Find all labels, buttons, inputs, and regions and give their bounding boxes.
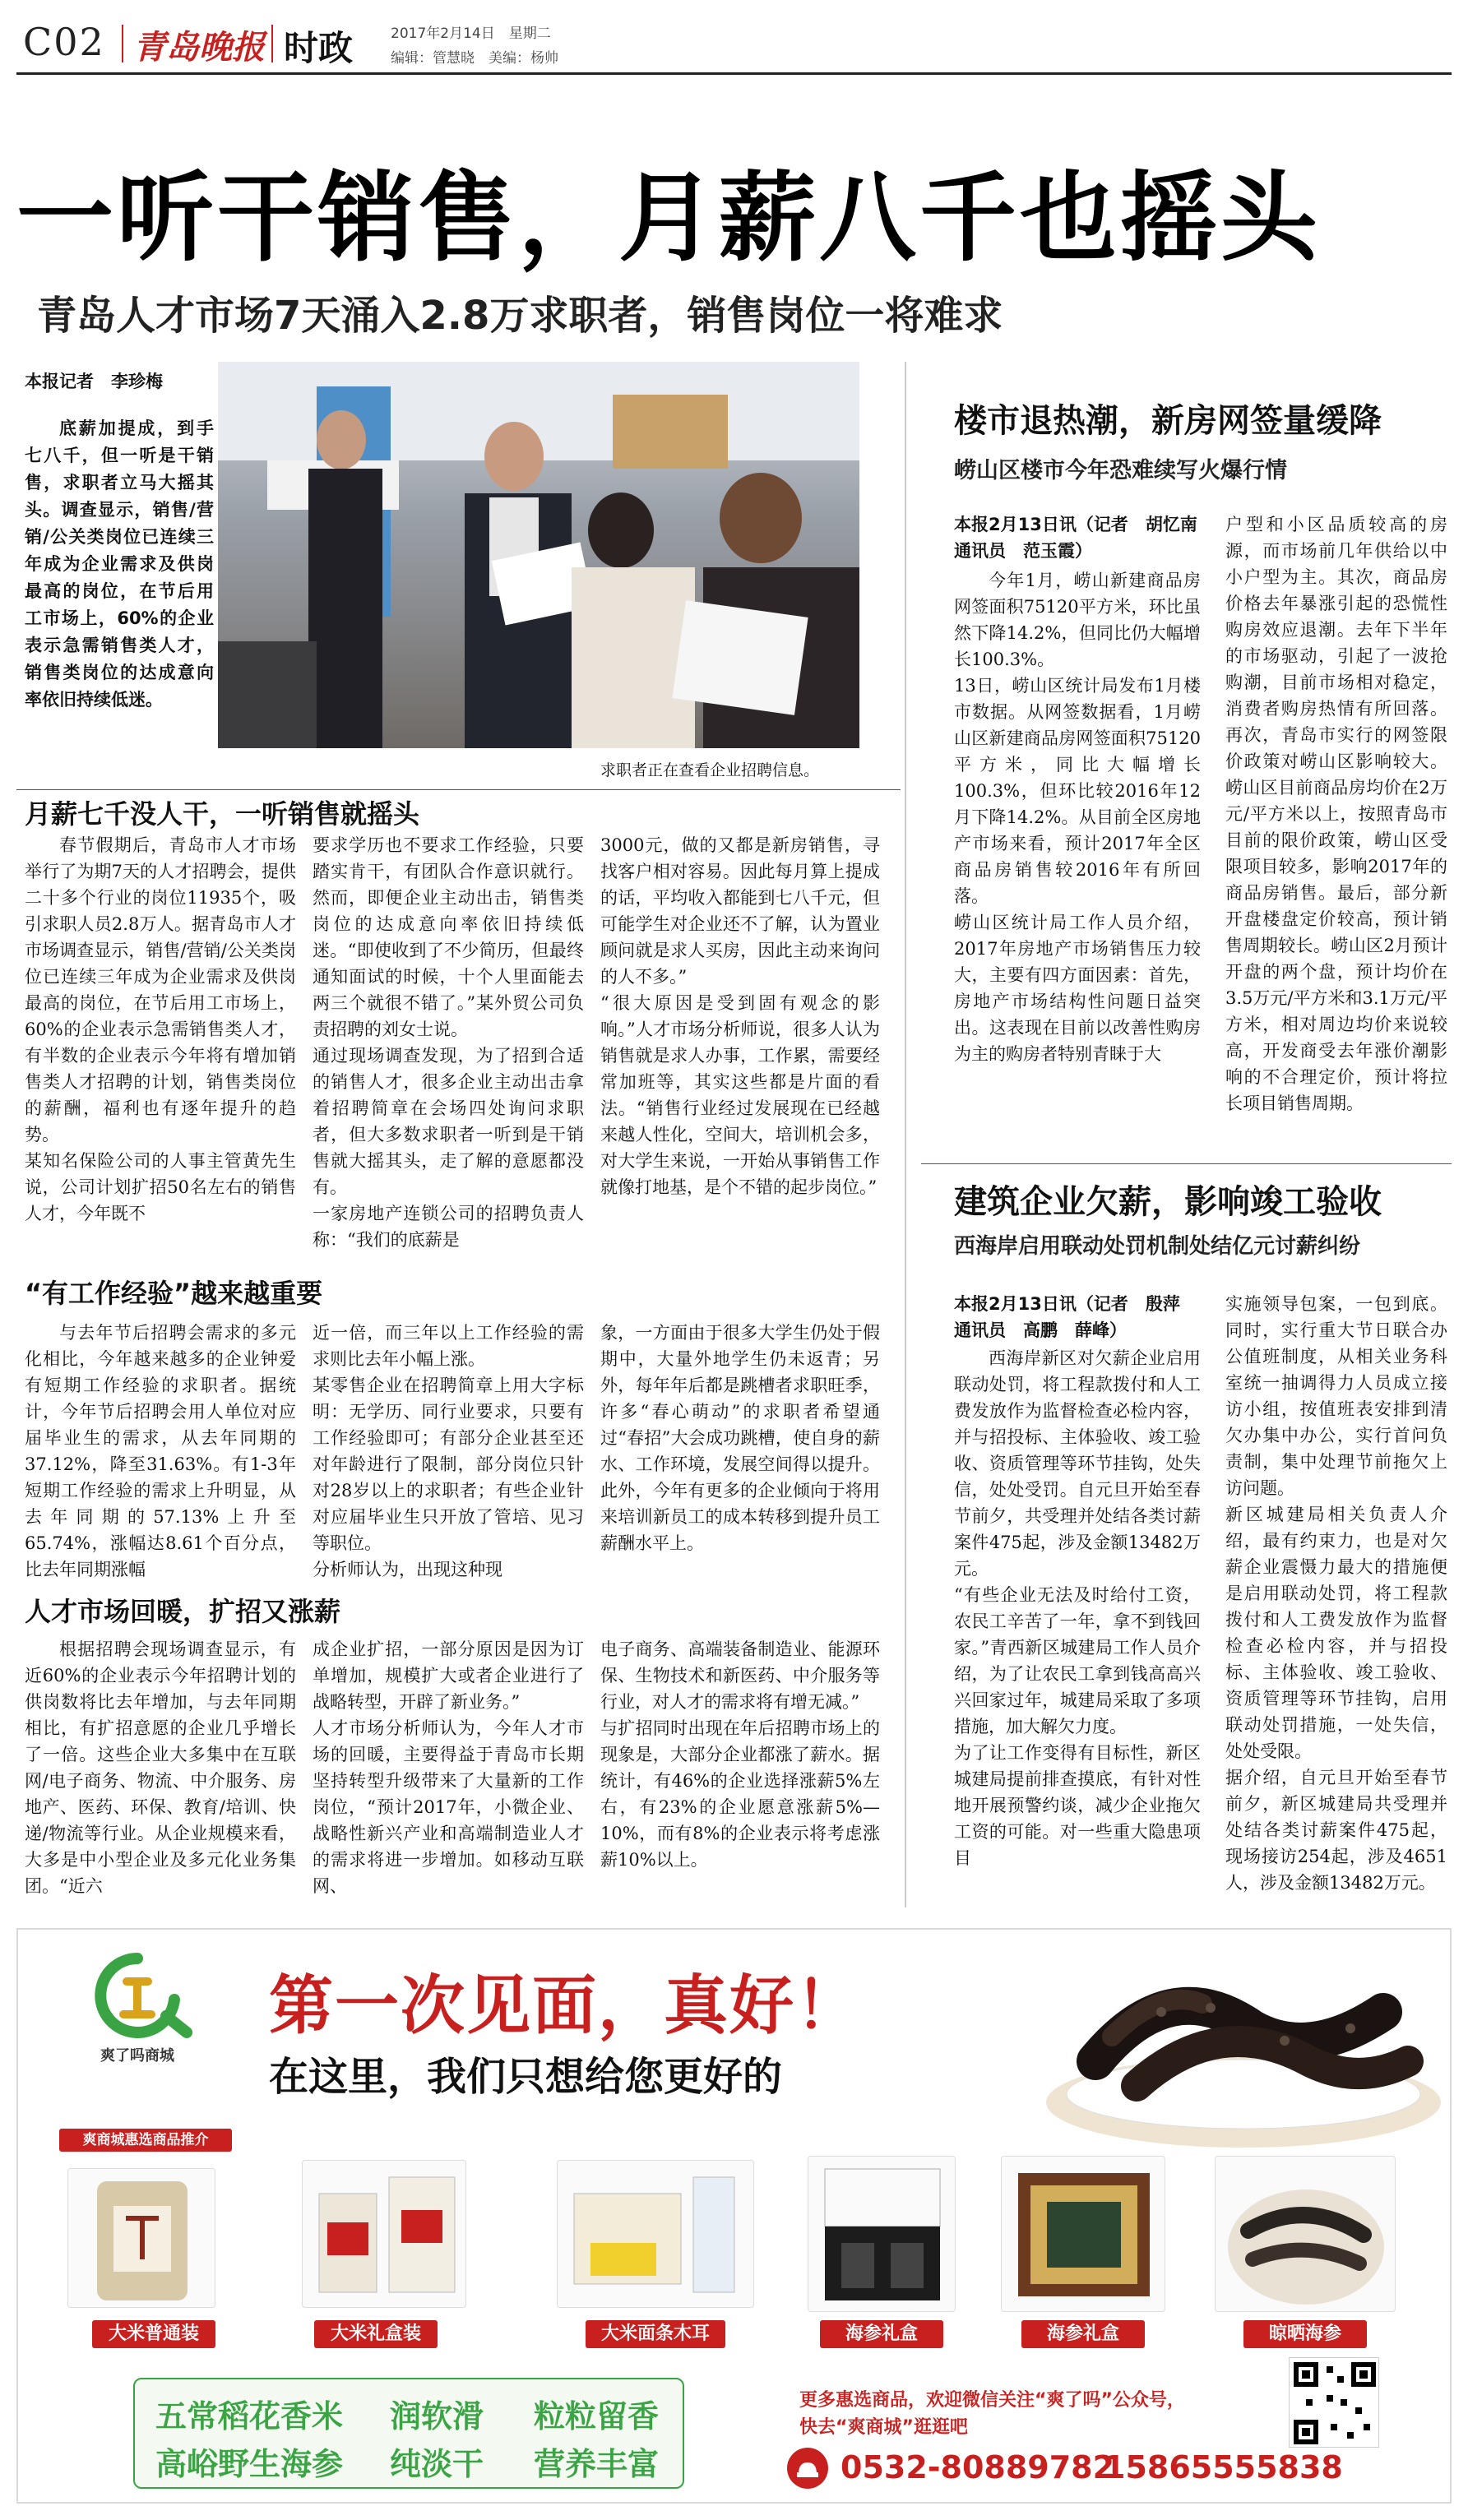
header-rule — [16, 72, 1452, 75]
divider — [271, 25, 273, 62]
ad-slogan: 第一次见面，真好！ — [269, 1969, 862, 2043]
main-subhead: 青岛人才市场7天涌入2.8万求职者，销售岗位一将难求 — [37, 293, 1003, 339]
wechat-text: 快去“爽商城”逛逛吧 — [799, 2417, 968, 2438]
brand-name: 爽了吗商城 — [100, 2047, 174, 2065]
advertisement — [16, 1928, 1452, 2504]
feature-text: 高峪野生海参 — [155, 2446, 344, 2482]
article-column: 象，一方面由于很多大学生仍处于假期中，大量外地学生仍未返青；另外，每年年后都是跳槽者求职旺季，许多“春心萌动”的求职者希望通过“春招”大会成功跳槽，使自身的薪水、工作环境，发展空间得以提升。此外，今年有更多的企业倾向于将用来培训新员工的成本转移到提升员工薪酬水平上。 — [600, 1323, 880, 1553]
section-rule — [16, 789, 901, 790]
ad-subslogan: 在这里，我们只想给您更好的 — [269, 2054, 783, 2100]
product-label: 大米面条木耳 — [586, 2320, 725, 2348]
side2-byline: 本报2月13日讯（记者 殷萍 通讯员 高鹏 薛峰） — [954, 1294, 1197, 1340]
article-column: 近一倍，而三年以上工作经验的需求则比去年小幅上涨。 某零售企业在招聘简章上用大字标明：无学历、同行业要求，只要有工作经验即可；有部分企业甚至还对年龄进行了限制，部分岗位只针对28岁以上的求职者；有些企业针对应届毕业生只开放了管培、见习等职位。 分析师认为，出现这种现 — [313, 1323, 584, 1579]
side1-headline: 楼市退热潮，新房网签量缓降 — [954, 402, 1382, 440]
product-image — [808, 2156, 956, 2312]
side2-subhead: 西海岸启用联动处罚机制处结亿元讨薪纠纷 — [954, 1234, 1361, 1259]
section-title: 人才市场回暖，扩招又涨薪 — [25, 1596, 341, 1627]
phone-icon — [787, 2448, 828, 2489]
product-label: 海参礼盒 — [820, 2320, 943, 2348]
product-label: 大米普通装 — [92, 2320, 215, 2348]
feature-text: 纯淡干 — [390, 2446, 484, 2482]
article-column: 电子商务、高端装备制造业、能源环保、生物技术和新医药、中介服务等行业，对人才的需求将有增无减。” 与扩招同时出现在年后招聘市场上的现象是，大部分企业都涨了薪水。据统计，有46%的企业选择涨薪5%左右，有23%的企业愿意涨薪5%—10%，而有8%的企业表示将考虑涨薪10%以上。 — [600, 1639, 880, 1870]
product-label: 海参礼盒 — [1021, 2320, 1145, 2348]
article-column: 春节假期后，青岛市人才市场举行了为期7天的人才招聘会，提供二十多个行业的岗位11935个，吸引求职人员2.8万人。据青岛市人才市场调查显示，销售/营销/公关类岗位已连续三年成为企业需求及供岗最高的岗位，在节后用工市场上，60%的企业表示急需销售类人才，有半数的企业表示今年将有增加销售类人才招聘的计划，销售类岗位的薪酬，福利也有逐年提升的趋势。 某知名保险公司的人事主管黄先生说，公司计划扩招50名左右的销售人才，今年既不 — [25, 835, 296, 1223]
issue-date: 2017年2月14日 星期二 — [391, 25, 551, 42]
feature-text: 润软滑 — [390, 2398, 484, 2434]
promo-tag: 爽商城惠选商品推介 — [59, 2129, 232, 2152]
section-name: 时政 — [284, 28, 354, 68]
product-label: 晾晒海参 — [1243, 2320, 1367, 2348]
feature-text: 营养丰富 — [534, 2446, 660, 2482]
article-column: 户型和小区品质较高的房源，而市场前几年供给以中小户型为主。其次，商品房价格去年暴涨引起的恐慌性购房效应退潮。去年下半年的市场驱动，引起了一波抢购潮，目前市场相对稳定，消费者购房热情有所回落。再次，青岛市实行的网签限价政策对崂山区影响较大。崂山区目前商品房均价在2万元/平方米以上，按照青岛市目前的限价政策，崂山区受限项目较多，影响2017年的商品房销售。最后，部分新开盘楼盘定价较高，预计销售周期较长。崂山区2月预计开盘的两个盘，预计均价在3.5万元/平方米和3.1万元/平方米，相对周边均价来说较高，开发商受去年涨价潮影响的不合理定价，预计将拉长项目销售周期。 — [1225, 515, 1447, 1113]
article-column: 与去年节后招聘会需求的多元化相比，今年越来越多的企业钟爱有短期工作经验的求职者。据统计，今年节后招聘会用人单位对应届毕业生的需求，从去年同期的37.12%，降至31.63%。有1-3年短期工作经验的需求上升明显，从去年同期的57.13%上升至65.74%，涨幅达8.61个百分点，比去年同期涨幅 — [25, 1323, 296, 1579]
sea-cucumber-illustration — [1038, 1938, 1449, 2152]
photo-illustration — [218, 362, 859, 748]
divider — [122, 25, 123, 62]
article-column: 实施领导包案，一包到底。同时，实行重大节日联合办公值班制度，从相关业务科室统一抽调得力人员成立接访小组，按值班表安排到清欠办集中办公，实行首问负责制，集中处理节前拖欠上访问题。 新区城建局相关负责人介绍，最有约束力，也是对欠薪企业震慑力最大的措施便是启用联动处罚，将工程款拨付和人工费发放作为监督检查必检内容，并与招投标、主体验收、竣工验收、资质管理等环节挂钩，启用联动处罚措施，一处失信，处处受限。 据介绍，自元旦开始至春节前夕，新区城建局共受理并处结各类讨薪案件475起，现场接访254起，涉及4651人，涉及金额13482万元。 — [1225, 1294, 1447, 1893]
article-column: 根据招聘会现场调查显示，有近60%的企业表示今年招聘计划的供岗数将比去年增加，与去年同期相比，有扩招意愿的企业几乎增长了一倍。这些企业大多集中在互联网/电子商务、物流、中介服务、房地产、医药、环保、教育/培训、快递/物流等行业。从企业规模来看，大多是中小型企业及多元化业务集团。“近六 — [25, 1639, 296, 1896]
rice-giftbox-illustration — [303, 2161, 467, 2309]
column-divider — [905, 362, 906, 1907]
section-title: “有工作经验”越来越重要 — [25, 1278, 323, 1309]
paper-logo: 青岛晚报 — [133, 28, 265, 67]
editor-credits: 编辑：管慧晓 美编：杨帅 — [391, 50, 558, 67]
qr-code[interactable] — [1289, 2357, 1379, 2448]
wechat-text: 更多惠选商品，欢迎微信关注“爽了吗”公众号， — [799, 2390, 1185, 2411]
article-column: 西海岸新区对欠薪企业启用联动处罚，将工程款拨付和人工费发放作为监督检查必检内容，并与招投标、主体验收、竣工验收、资质管理等环节挂钩，处失信，处处受罚。自元旦开始至春节前夕，共受理并处结各类讨薪案件475起，涉及金额13482万元。 “有些企业无法及时给付工资，农民工辛苦了一年，拿不到钱回家。”青西新区城建局工作人员介绍，为了让农民工拿到钱高高兴兴回家过年，城建局采取了多项措施，加大解欠力度。 为了让工作变得有目标性，新区城建局提前排查摸底，有针对性地开展预警约谈，减少企业拖欠工资的可能。对一些重大隐患项目 — [954, 1348, 1201, 1868]
sea-cucumber-box-illustration — [808, 2157, 956, 2313]
main-byline: 本报记者 李珍梅 — [25, 372, 163, 391]
side1-subhead: 崂山区楼市今年恐难续写火爆行情 — [954, 458, 1287, 483]
article-column: 今年1月，崂山新建商品房网签面积75120平方米，环比虽然下降14.2%，但同比仍大幅增长100.3%。 13日，崂山区统计局发布1月楼市数据。从网签数据看，1月崂山区新建商品房网签面积75120平方米，同比大幅增长100.3%，但环比较2016年12月下降14.2%。从目前全区房地产市场来看，预计2017年全区商品房销售较2016年有所回落。 崂山区统计局工作人员介绍，2017年房地产市场销售压力较大，主要有四方面因素：首先，房地产市场结构性问题日益突出。这表现在目前以改善性购房为主的购房者特别青睐于大 — [954, 571, 1201, 1064]
article-column: 成企业扩招，一部分原因是因为订单增加，规模扩大或者企业进行了战略转型，开辟了新业务。” 人才市场分析师认为，今年人才市场的回暖，主要得益于青岛市长期坚持转型升级带来了大量新的工作岗位，“预计2017年，小微企业、战略性新兴产业和高端制造业人才的需求将进一步增加。如移动互联网、 — [313, 1639, 584, 1896]
page-number: C02 — [23, 20, 105, 64]
feature-box — [133, 2378, 684, 2489]
product-label: 大米礼盒装 — [314, 2320, 438, 2348]
photo-caption: 求职者正在查看企业招聘信息。 — [600, 761, 820, 779]
phone-number: 15865555838 — [1104, 2449, 1343, 2485]
brand-logo-icon — [76, 1950, 199, 2041]
side2-headline: 建筑企业欠薪，影响竣工验收 — [954, 1183, 1382, 1221]
noodle-fungus-illustration — [558, 2161, 755, 2309]
lead-paragraph: 底薪加提成，到手七八千，但一听是干销售，求职者立马大摇其头。调查显示，销售/营销/公关类岗位已连续三年成为企业需求及供岗最高的岗位，在节后用工市场上，60%的企业表示急需销售类人才，销售类岗位的达成意向率依旧持续低迷。 — [25, 418, 214, 710]
dried-sea-cucumber-illustration — [1216, 2157, 1396, 2313]
product-image — [302, 2160, 466, 2308]
job-fair-photo — [218, 362, 859, 748]
sea-cucumber-image — [1038, 1938, 1449, 2152]
sea-cucumber-giftbox-illustration — [1002, 2157, 1166, 2313]
product-image — [1001, 2156, 1165, 2312]
section-title: 月薪七千没人干，一听销售就摇头 — [25, 798, 420, 830]
qr-code-icon — [1290, 2358, 1380, 2448]
section-rule — [921, 1163, 1452, 1164]
article-column: 3000元，做的又都是新房销售，寻找客户相对容易。因此每月算上提成的话，平均收入都能到七八千元，但可能学生对企业还不了解，认为置业顾问就是求人买房，因此主动来询问的人不多。” “很大原因是受到固有观念的影响。”人才市场分析师说，很多人认为销售就是求人办事，工作累，需要经常加班等，其实这些都是片面的看法。“销售行业经过发展现在已经越来越人性化，空间大，培训机会多，对大学生来说，一开始从事销售工作就像打地基，是个不错的起步岗位。” — [600, 835, 880, 1197]
side1-byline: 本报2月13日讯（记者 胡忆南 通讯员 范玉霞） — [954, 515, 1215, 561]
main-headline: 一听干销售，月薪八千也摇头 — [16, 161, 1322, 275]
feature-text: 五常稻花香米 — [155, 2398, 344, 2434]
product-image — [557, 2160, 754, 2308]
brand-logo — [76, 1950, 199, 2065]
product-image — [67, 2168, 215, 2308]
article-column: 要求学历也不要求工作经验，只要踏实肯干，有团队合作意识就行。然而，即便企业主动出击，销售类岗位的达成意向率依旧持续低迷。“即使收到了不少简历，但最终通知面试的时候，十个人里面能去两三个就很不错了。”某外贸公司负责招聘的刘女士说。 通过现场调查发现，为了招到合适的销售人才，很多企业主动出击拿着招聘简章在会场四处询问求职者，但大多数求职者一听到是干销售就大摇其头，走了解的意愿都没有。 一家房地产连锁公司的招聘负责人称：“我们的底薪是 — [313, 835, 584, 1250]
rice-bag-illustration — [68, 2169, 216, 2309]
product-image — [1215, 2156, 1396, 2312]
phone-number: 0532-80889782 — [841, 2449, 1115, 2485]
feature-text: 粒粒留香 — [534, 2398, 660, 2434]
